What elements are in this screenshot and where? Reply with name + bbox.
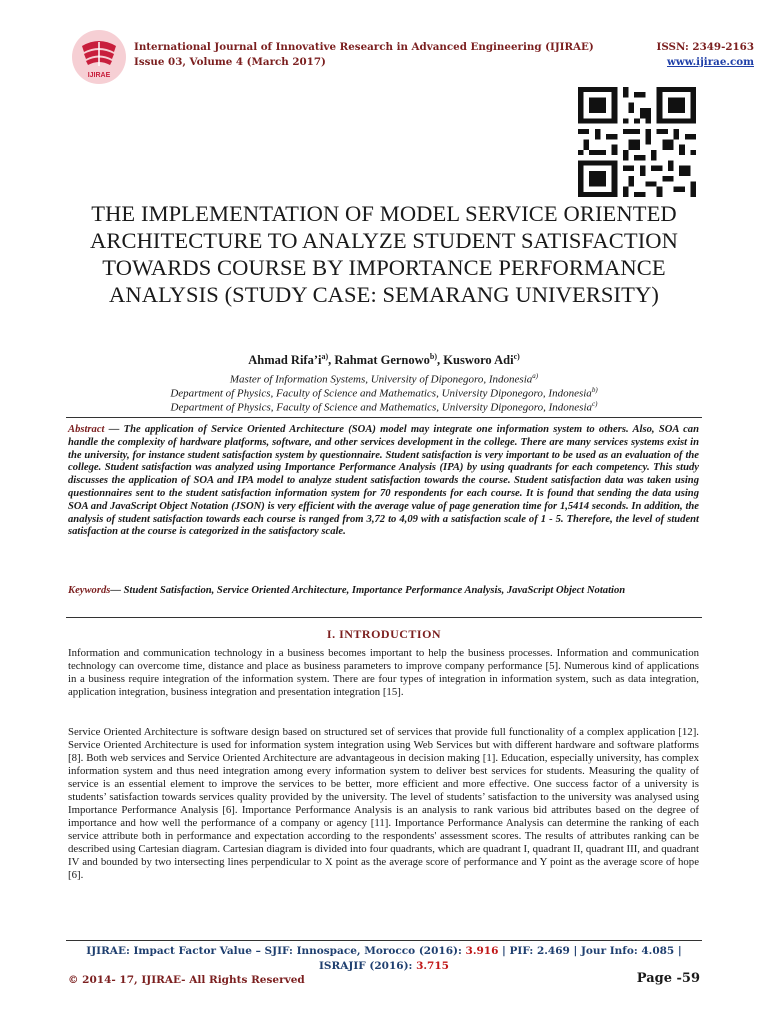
author-separator: ,: [328, 353, 335, 368]
keywords-label: Keywords: [68, 585, 111, 596]
keywords-dash: —: [110, 585, 124, 596]
author-3-sup: c): [513, 352, 520, 361]
footer-pif-info: | PIF: 2.469 | Jour Info: 4.085 |: [498, 945, 682, 957]
author-separator: ,: [437, 353, 444, 368]
abstract: [68, 424, 699, 539]
author-1: Ahmad Rifa’i: [248, 353, 322, 368]
author-3: Kusworo Adi: [443, 353, 514, 368]
footer-copyright: © 2014- 17, IJIRAE- All Rights Reserved: [68, 974, 305, 986]
logo-text: IJIRAE: [87, 72, 111, 79]
body-paragraph-1: Information and communication technology in a business becomes important to help the business processes. Information and communication technology can overcome time, distance and place as business parameters to improve company performance [5]. Numerous kind of applications in a business require integration of the information system. There are four types of integration in information system, such as data integration, application integration, business integration and presentation integration [15].: [68, 647, 699, 698]
author-2: Rahmat Gernowo: [334, 353, 430, 368]
affiliation-3: [60, 397, 708, 415]
keywords-text: Student Satisfaction, Service Oriented Architecture, Importance Performance Analysis, JavaScript Object Notation: [123, 585, 626, 596]
paper-title: THE IMPLEMENTATION OF MODEL SERVICE ORIENTED ARCHITECTURE TO ANALYZE STUDENT SATISFACTION TOWARDS COURSE BY IMPORTANCE PERFORMANCE ANALYSIS (STUDY CASE: SEMARANG UNIVERSITY): [90, 201, 678, 307]
affiliation-sup: b): [591, 386, 598, 394]
section-heading-introduction: I. INTRODUCTION: [326, 627, 442, 641]
affiliation-sup: a): [532, 372, 539, 380]
keywords: [68, 585, 699, 598]
footer-israjif-label: ISRAJIF (2016):: [319, 960, 417, 972]
affiliation-sup: c): [592, 400, 598, 408]
journal-name: International Journal of Innovative Research in Advanced Engineering (IJIRAE): [134, 41, 594, 53]
issn: ISSN: 2349-2163: [656, 41, 754, 53]
footer-sjif-label: IJIRAE: Impact Factor Value – SJIF: Innospace, Morocco (2016):: [86, 945, 466, 957]
footer-rule: [66, 940, 702, 941]
journal-logo: [70, 28, 128, 86]
abstract-text: The application of Service Oriented Architecture (SOA) model may integrate one information system to others. Also, SOA can handle the complexity of hardware platforms, software, and other services development in the college. There are many services systems exist in the university, for instance student satisfaction system by questionnaire. Student satisfaction is very important to be used as an evaluation of the college. Student satisfaction was analyzed using Importance Performance Analysis (IPA) by using quadrants for each competency. This study discusses the application of SOA and IPA model to analyze student satisfaction towards the course. Student satisfaction data was taken using questionnaires sent to the student satisfaction information system for 70 respondents for each course. It is found that sending the data using SOA and JavaScript Object Notation (JSON) is very efficient with the average value of page generation time for 1,5414 seconds. In addition, the analysis of student satisfaction towards each course is ranged from 3,72 to 4,09 with a satisfaction scale of 1 - 5. Therefore, the level of student satisfaction at the course is categorized in the satisfactory scale.: [68, 424, 699, 538]
page-number: Page -59: [636, 971, 700, 986]
journal-header: [134, 40, 754, 70]
author-1-sup: a): [321, 352, 329, 361]
affiliation-text: Master of Information Systems, University of Diponegoro, Indonesia: [229, 373, 533, 386]
footer-israjif-value: 3.715: [416, 960, 449, 972]
footer-sjif-value: 3.916: [465, 945, 499, 957]
author-2-sup: b): [429, 352, 438, 361]
footer-impact-factors: [60, 944, 708, 974]
abstract-label: Abstract: [68, 424, 105, 435]
journal-url-link[interactable]: www.ijirae.com: [667, 56, 754, 68]
keywords-bottom-rule: [66, 617, 702, 618]
body-paragraph-2: Service Oriented Architecture is software design based on structured set of services that provide full functionality of a complex application [12]. Service Oriented Architecture is used for information system integration using Web Services but with different hardware and software platforms [8]. Both web services and Service Oriented Architecture are advantageous in decision making [1]. Education, especially university, has complex information system and thus need integration among every information system to deliver best services for students. Measuring the quality of service is an essential element to improve the services to be better, more efficient and more effective. One success factor of a university is students’ satisfaction towards services quality provided by the university. The level of students’ satisfaction to the university was analysed using Importance Performance Analysis [6]. Importance Performance Analysis is an analysis to rank various bid attributes based on the degree of importance and how well the performance of a company or agency [11]. Importance Performance Analysis can determine the ranking of each service attribute both in performance and expectation according to the respondents' assessment scores. The results of attributes ranking can be described using Cartesian diagram. Cartesian diagram is divided into four quadrants, which are quadrant I, quadrant II, quadrant III, and quadrant IV and bounded by two intersecting lines perpendicular to X point as the average score of performance and Y point as the average score of hope [6].: [68, 726, 699, 881]
affiliation-text: Department of Physics, Faculty of Science and Mathematics, University Diponegoro, Indonesia: [170, 387, 592, 400]
abstract-dash: —: [104, 424, 124, 435]
issue-info: Issue 03, Volume 4 (March 2017): [134, 56, 326, 68]
author-list: [60, 352, 708, 368]
abstract-top-rule: [66, 417, 702, 418]
qr-code: [578, 87, 696, 197]
affiliation-text: Department of Physics, Faculty of Science and Mathematics, University Diponegoro, Indonesia: [170, 401, 593, 414]
